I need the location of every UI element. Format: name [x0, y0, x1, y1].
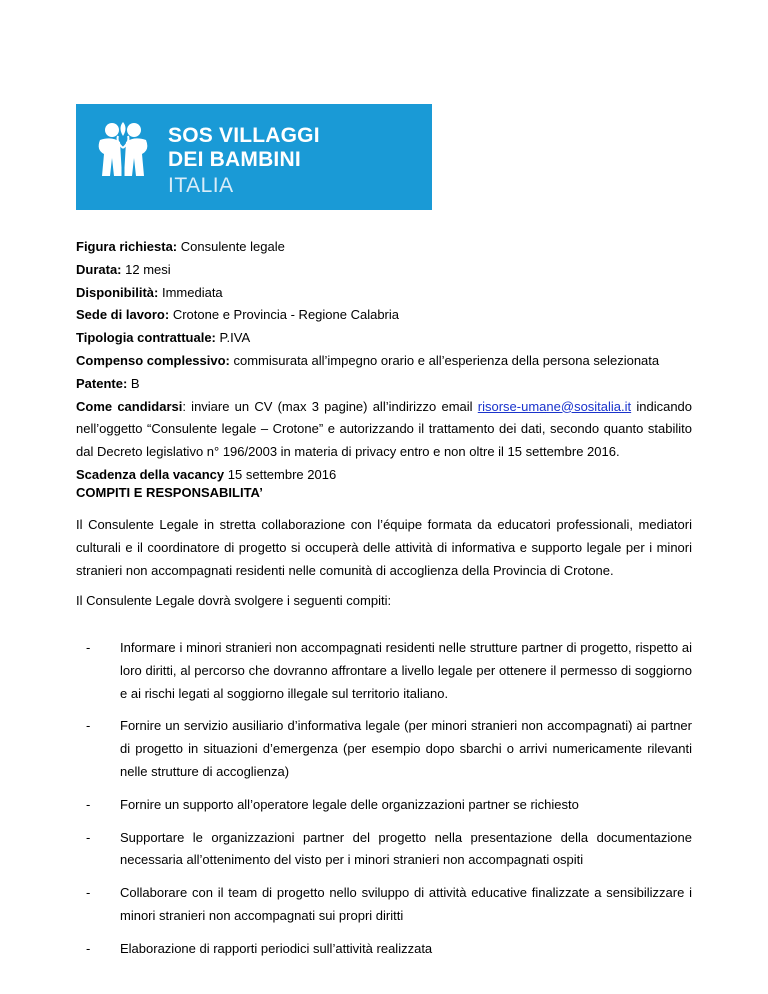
field-value: 12 mesi [125, 261, 171, 277]
sos-children-icon [92, 118, 154, 182]
bullet-dash: - [86, 940, 91, 956]
field-label: Tipologia contrattuale: [76, 330, 216, 346]
bullet-dash: - [86, 640, 91, 655]
field-tipologia [76, 327, 692, 350]
field-patente [76, 373, 692, 396]
field-label: Patente: [76, 375, 128, 391]
field-value: B [130, 375, 140, 391]
bullet-dash: - [86, 796, 91, 812]
field-durata [76, 259, 692, 282]
task-text: Supportare le organizzazioni partner del progetto nella presentazione della documentazione necessaria all’ottenimento del visto per i minori stranieri non accompagnati ospiti [120, 829, 692, 868]
deadline [76, 464, 692, 487]
list-item [76, 882, 692, 928]
sos-logo [76, 104, 432, 210]
field-sede [76, 304, 692, 327]
task-text: Fornire un supporto all’operatore legale delle organizzazioni partner se richiesto [120, 796, 579, 812]
how-to-apply [76, 396, 692, 464]
apply-text-before: : inviare un CV (max 3 pagine) all’indirizzo email [182, 398, 473, 414]
task-text: Collaborare con il team di progetto nello sviluppo di attività educative finalizzate a sensibilizzare i minori stranieri non accompagnati sui propri diritti [120, 885, 692, 923]
field-value: P.IVA [219, 330, 251, 346]
deadline-value: 15 settembre 2016 [227, 466, 337, 482]
list-item [76, 794, 692, 817]
field-value: Immediata [161, 284, 223, 300]
deadline-label: Scadenza della vacancy [76, 466, 225, 482]
field-figura [76, 236, 692, 259]
field-label: Compenso complessivo: [76, 352, 230, 368]
job-details [76, 236, 692, 487]
apply-text-after: indicando nell’oggetto “Consulente legale – Crotone” e autorizzando il trattamento dei dati, secondo quanto stabilito dal Decreto legislativo n° 196/2003 in materia di privacy entro e non oltre il 15 settembre 2016. [76, 398, 693, 460]
task-text: Elaborazione di rapporti periodici sull’attività realizzata [120, 940, 433, 956]
field-value: Consulente legale [180, 239, 285, 254]
apply-label: Come candidarsi [76, 398, 183, 414]
bullet-dash: - [86, 829, 91, 845]
list-item [76, 637, 692, 705]
list-item [76, 715, 692, 783]
field-disponibilita [76, 282, 692, 305]
email-link[interactable]: risorse-umane@sositalia.it [477, 398, 632, 414]
bullet-dash: - [86, 885, 91, 901]
field-label: Figura richiesta: [76, 239, 178, 254]
list-item [76, 938, 692, 961]
logo-line-3: ITALIA [168, 174, 234, 197]
logo-line-2: DEI BAMBINI [168, 148, 301, 171]
field-value: commisurata all’impegno orario e all’esperienza della persona selezionata [233, 352, 660, 368]
task-text: Informare i minori stranieri non accompagnati residenti nelle strutture partner di progetto, rispetto ai loro diritti, al percorso che dovranno affrontare a livello legale per ottenere il permesso di soggiorno e ai rischi legati al soggiorno illegale sul territorio italiano. [120, 640, 692, 701]
field-label: Sede di lavoro: [76, 307, 170, 323]
intro-paragraph: Il Consulente Legale in stretta collaborazione con l’équipe formata da educatori professionali, mediatori culturali e il coordinatore di progetto si occuperà delle attività di informativa e supporto legale per i minori stranieri non accompagnati residenti nelle comunità di accoglienza della Provincia di Crotone. [76, 517, 692, 578]
tasks-list [76, 637, 692, 971]
logo-line-1: SOS VILLAGGI [168, 124, 320, 147]
tasks-intro: Il Consulente Legale dovrà svolgere i seguenti compiti: [76, 593, 392, 608]
bullet-dash: - [86, 718, 91, 734]
list-item [76, 827, 692, 873]
field-label: Disponibilità: [76, 284, 159, 300]
field-value: Crotone e Provincia - Regione Calabria [172, 307, 400, 323]
task-text: Fornire un servizio ausiliario d’informativa legale (per minori stranieri non accompagnati) ai partner di progetto in situazioni d’emergenza (per esempio dopo sbarchi o arrivi numericamente rilevanti nelle strutture di accoglienza) [120, 718, 692, 779]
field-label: Durata: [76, 261, 122, 277]
field-compenso [76, 350, 692, 373]
section-title: COMPITI E RESPONSABILITA’ [76, 485, 263, 500]
